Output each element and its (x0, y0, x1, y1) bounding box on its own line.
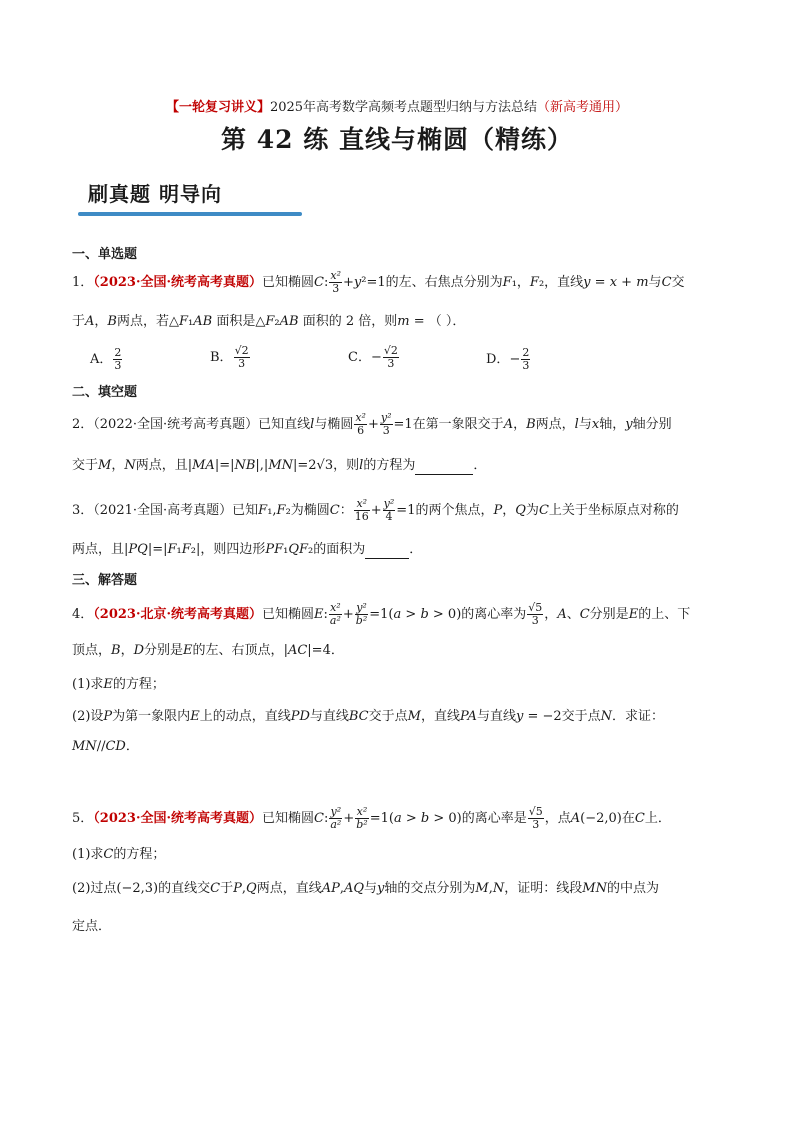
header-tag: 【一轮复习讲义】 (165, 100, 270, 115)
banner-underline (78, 212, 302, 216)
q4-part1: (1)求E的方程； (72, 677, 165, 692)
q3-line2: 两点，且|PQ|=|F₁F₂|，则四边形PF₁QF₂的面积为 ． (72, 542, 423, 557)
q5-part2-line2: 定点． (72, 919, 112, 934)
q4-line1: 4．（2023·北京·统考高考真题）已知椭圆E: $\frac{\text{x²}}{\text{a²}}$ + $\frac{\text{y²}}{\text{b²}}$ =1(a > b > 0)的离心率为 $\frac{√5}{3}$ ，A、C分别是E的上、下 (72, 601, 691, 627)
q1-option-d: D．− $\frac{2}{3}$ (486, 346, 530, 372)
q1-line1: 1．（2023·全国·统考高考真题）已知椭圆C: $\frac{\text{x²}}{3}$ +y²=1的左、右焦点分别为F₁，F₂，直线y = x + m与C交 (72, 269, 685, 295)
q4-part2-line1: (2)设P为第一象限内E上的动点，直线PD与直线BC交于点M，直线PA与直线y = −2交于点N．求证： (72, 709, 665, 724)
q1-source: （2023·全国·统考高考真题） (93, 275, 263, 290)
section-banner: 刷真题 明导向 (88, 182, 222, 206)
header-tag2: （新高考通用） (537, 100, 629, 115)
q5-source: （2023·全国·统考高考真题） (93, 811, 263, 826)
q1-option-a: A． $\frac{2}{3}$ (90, 346, 122, 372)
header-text: 2025年高考数学高频考点题型归纳与方法总结 (269, 100, 538, 115)
q5-line1: 5．（2023·全国·统考高考真题）已知椭圆C: $\frac{\text{y²}}{\text{a²}}$ + $\frac{\text{x²}}{\text{b²}}$ =1(a > b > 0)的离心率是 $\frac{√5}{3}$ ，点A(−2,0)在C上． (72, 805, 671, 831)
q5-part1: (1)求C的方程； (72, 847, 166, 862)
q2-answer-blank[interactable] (415, 460, 473, 475)
q4-part2-line2: MN//CD． (72, 739, 139, 754)
section-single-choice: 一、单选题 (72, 247, 138, 262)
q5-part2-line1: (2)过点(−2,3)的直线交C于P,Q两点，直线AP,AQ与y轴的交点分别为M,N，证明：线段MN的中点为 (72, 881, 659, 896)
page-title: 第 42 练 直线与椭圆（精练） (221, 125, 573, 154)
header-line (0, 96, 794, 115)
q3-answer-blank[interactable] (365, 544, 409, 559)
q3-line1: 3．（2021·全国·高考真题）已知F₁,F₂为椭圆C： $\frac{\text{x²}}{16}$ + $\frac{\text{y²}}{4}$ =1的两个焦点，P，Q为C上关于坐标原点对称的 (72, 497, 679, 523)
q3-source: （2021·全国·高考真题） (93, 503, 233, 518)
q2-source: （2022·全国·统考高考真题） (93, 417, 259, 432)
section-fill-blank: 二、填空题 (72, 385, 138, 400)
section-answer: 三、解答题 (72, 573, 138, 588)
q1-line2: 于A，B两点，若△F₁AB 面积是△F₂AB 面积的 2 倍，则m = （ ）． (72, 314, 466, 329)
q1-option-b: B． $\frac{√2}{3}$ (210, 344, 249, 370)
q2-line2: 交于M，N两点，且|MA|=|NB|,|MN|=2√3，则l的方程为 ． (72, 458, 487, 473)
q4-source: （2023·北京·统考高考真题） (93, 607, 263, 622)
q1-option-c: C．− $\frac{√2}{3}$ (348, 344, 398, 370)
q2-line1: 2．（2022·全国·统考高考真题）已知直线l与椭圆 $\frac{\text{x²}}{6}$ + $\frac{\text{y²}}{3}$ =1在第一象限交于A，B两点，l与x轴，y轴分别 (72, 411, 672, 437)
q4-line2: 顶点，B，D分别是E的左、右顶点，|AC|=4． (72, 643, 344, 658)
